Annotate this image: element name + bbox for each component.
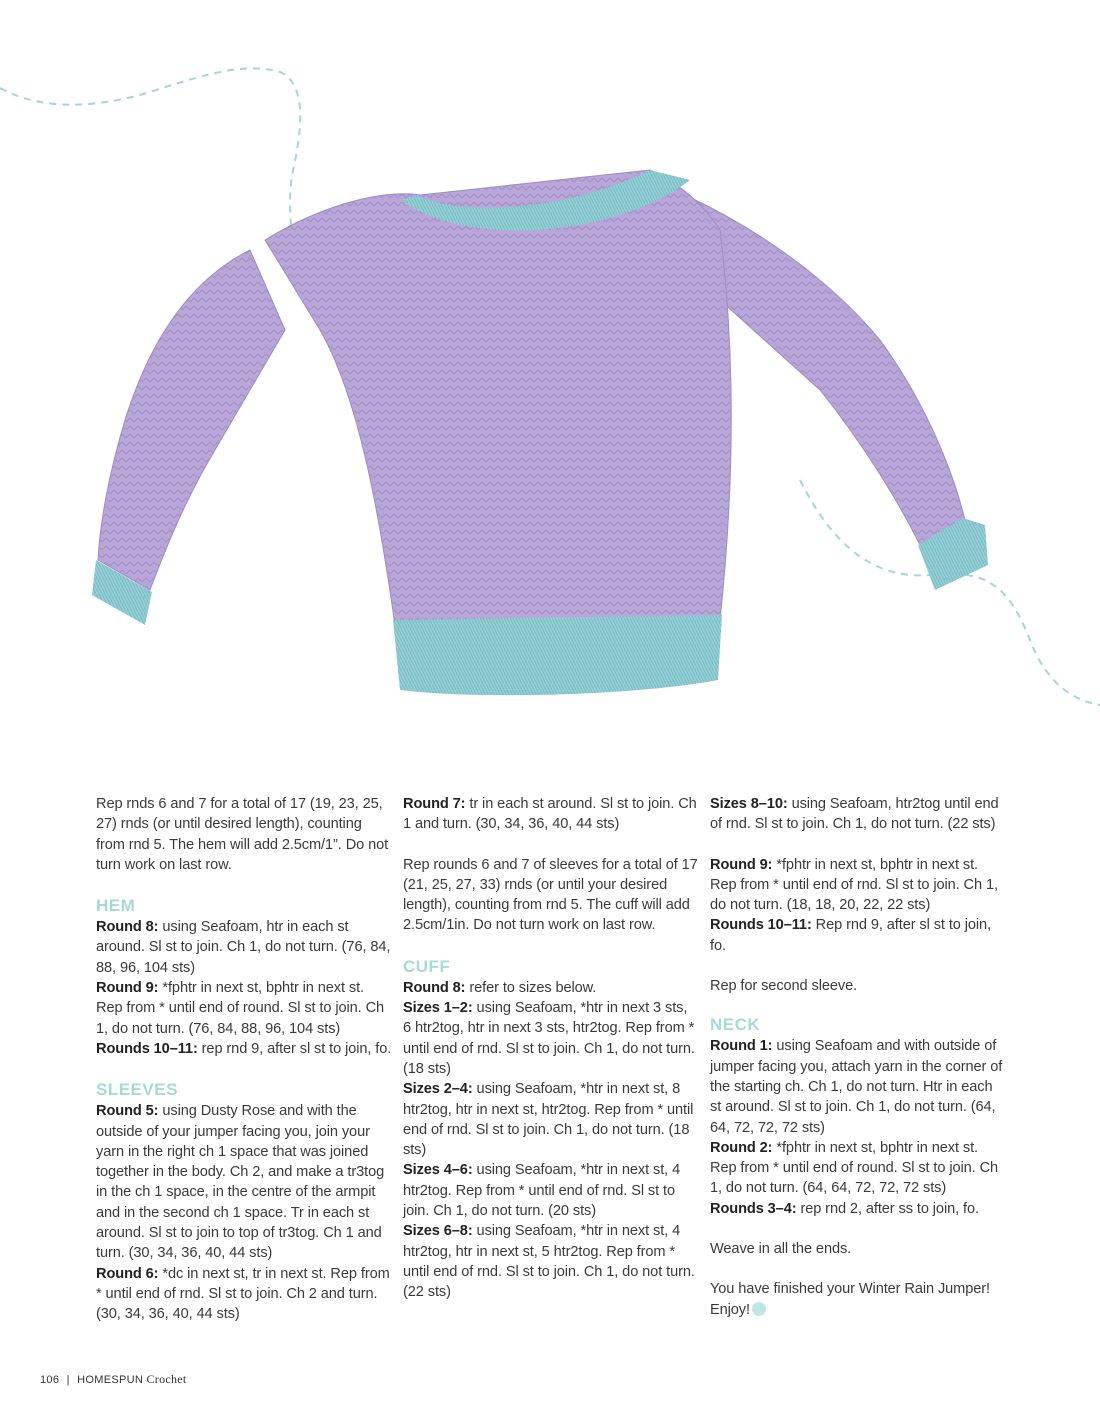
cuff-heading: CUFF [403, 956, 451, 976]
footer-brand: HOMESPUN [77, 1374, 144, 1386]
neck-heading: NECK [710, 1015, 761, 1035]
second-sleeve: Rep for second sleeve. [710, 978, 858, 995]
yarn-ball-icon [752, 1302, 766, 1316]
neck-round-2: Round 2: *fphtr in next st, bphtr in next st. Rep from * until end of round. Sl st to join. Ch 1, do not turn. (64, 64, 72, 72, 72 sts) [710, 1139, 999, 1197]
neck-rounds-3-4: Rounds 3–4: rep rnd 2, after ss to join, fo. [710, 1200, 979, 1217]
sleeves-round-5: Round 5: using Dusty Rose and with the outside of your jumper facing you, join your yarn in the right ch 1 space that was joined together in the body. Ch 2, and make a tr3tog in the ch 1 space, in the centre of the armpit and in the second ch 1 space. Tr in each st around. Sl st to join to top of tr3tog. Ch 1 and turn. (30, 34, 36, 40, 44 sts) [96, 1103, 385, 1262]
hem-rounds-10-11: Rounds 10–11: rep rnd 9, after sl st to join, fo. [96, 1040, 392, 1057]
cuff-sizes-1-2: Sizes 1–2: using Seafoam, *htr in next 3 sts, 6 htr2tog, htr in next 3 sts, htr2tog. Rep from * until end of rnd. Sl st to join. Ch 1, do not turn. (18 sts) [403, 1000, 695, 1077]
sleeves-repeat: Rep rounds 6 and 7 of sleeves for a total of 17 (21, 25, 27, 33) rnds (or until your desired length), counting from rnd 5. The cuff will add 2.5cm/1in. Do not turn work on last row. [403, 856, 698, 934]
cuff-round-8: Round 8: refer to sizes below. [403, 979, 597, 996]
cuff-sizes-8-10: Sizes 8–10: using Seafoam, htr2tog until end of rnd. Sl st to join. Ch 1, do not turn. (22 sts) [710, 796, 999, 833]
cuff-rounds-10-11: Rounds 10–11: Rep rnd 9, after sl st to join, fo. [710, 917, 992, 954]
page-footer: 106 | HOMESPUN Crochet [40, 1372, 187, 1386]
cuff-sizes-2-4: Sizes 2–4: using Seafoam, *htr in next st, 8 htr2tog, htr in next st, htr2tog. Rep from * until end of rnd. Sl st to join. Ch 1, do not turn. (18 sts) [403, 1081, 694, 1159]
intro-paragraph: Rep rnds 6 and 7 for a total of 17 (19, 23, 25, 27) rnds (or until desired length), counting from rnd 5. The hem will add 2.5cm/1”. Do not turn work on last row. [96, 796, 389, 873]
column-1 [96, 794, 392, 1325]
hem-round-8: Round 8: using Seafoam, htr in each st around. Sl st to join. Ch 1, do not turn. (76, 84, 88, 96, 104 sts) [96, 919, 391, 976]
finish-paragraph: You have finished your Winter Rain Jumper! Enjoy! [710, 1281, 990, 1318]
hem-heading: HEM [96, 896, 136, 916]
sleeves-round-7: Round 7: tr in each st around. Sl st to join. Ch 1 and turn. (30, 34, 36, 40, 44 sts) [403, 796, 697, 833]
column-2 [403, 794, 699, 1325]
cuff-sizes-4-6: Sizes 4–6: using Seafoam, *htr in next st, 4 htr2tog. Rep from * until end of rnd. Sl st to join. Ch 1, do not turn. (20 sts) [403, 1162, 681, 1220]
cuff-sizes-6-8: Sizes 6–8: using Seafoam, *htr in next st, 4 htr2tog, htr in next st, 5 htr2tog. Rep from * until end of rnd. Sl st to join. Ch 1, do not turn. (22 sts) [403, 1223, 695, 1301]
weave-ends: Weave in all the ends. [710, 1241, 852, 1258]
cuff-round-9: Round 9: *fphtr in next st, bphtr in next st. Rep from * until end of rnd. Sl st to join. Ch 1, do not turn. (18, 18, 20, 22, 22 sts) [710, 856, 998, 914]
footer-magazine: Crochet [146, 1372, 187, 1386]
column-3 [710, 794, 1006, 1325]
neck-round-1: Round 1: using Seafoam and with outside of jumper facing you, attach yarn in the corner of the starting ch. Ch 1, do not turn. Htr in each st around. Sl st to join. Ch 1, do not turn. (64, 64, 72, 72, 72 sts) [710, 1038, 1003, 1136]
sleeves-round-6: Round 6: *dc in next st, tr in next st. Rep from * until end of rnd. Sl st to join. Ch 2 and turn. (30, 34, 36, 40, 44 sts) [96, 1265, 390, 1323]
page-number: 106 [40, 1374, 60, 1386]
hem-round-9: Round 9: *fphtr in next st, bphtr in next st. Rep from * until end of round. Sl st to join. Ch 1, do not turn. (76, 84, 88, 96, 104 sts) [96, 980, 385, 1037]
sleeves-heading: SLEEVES [96, 1080, 178, 1100]
